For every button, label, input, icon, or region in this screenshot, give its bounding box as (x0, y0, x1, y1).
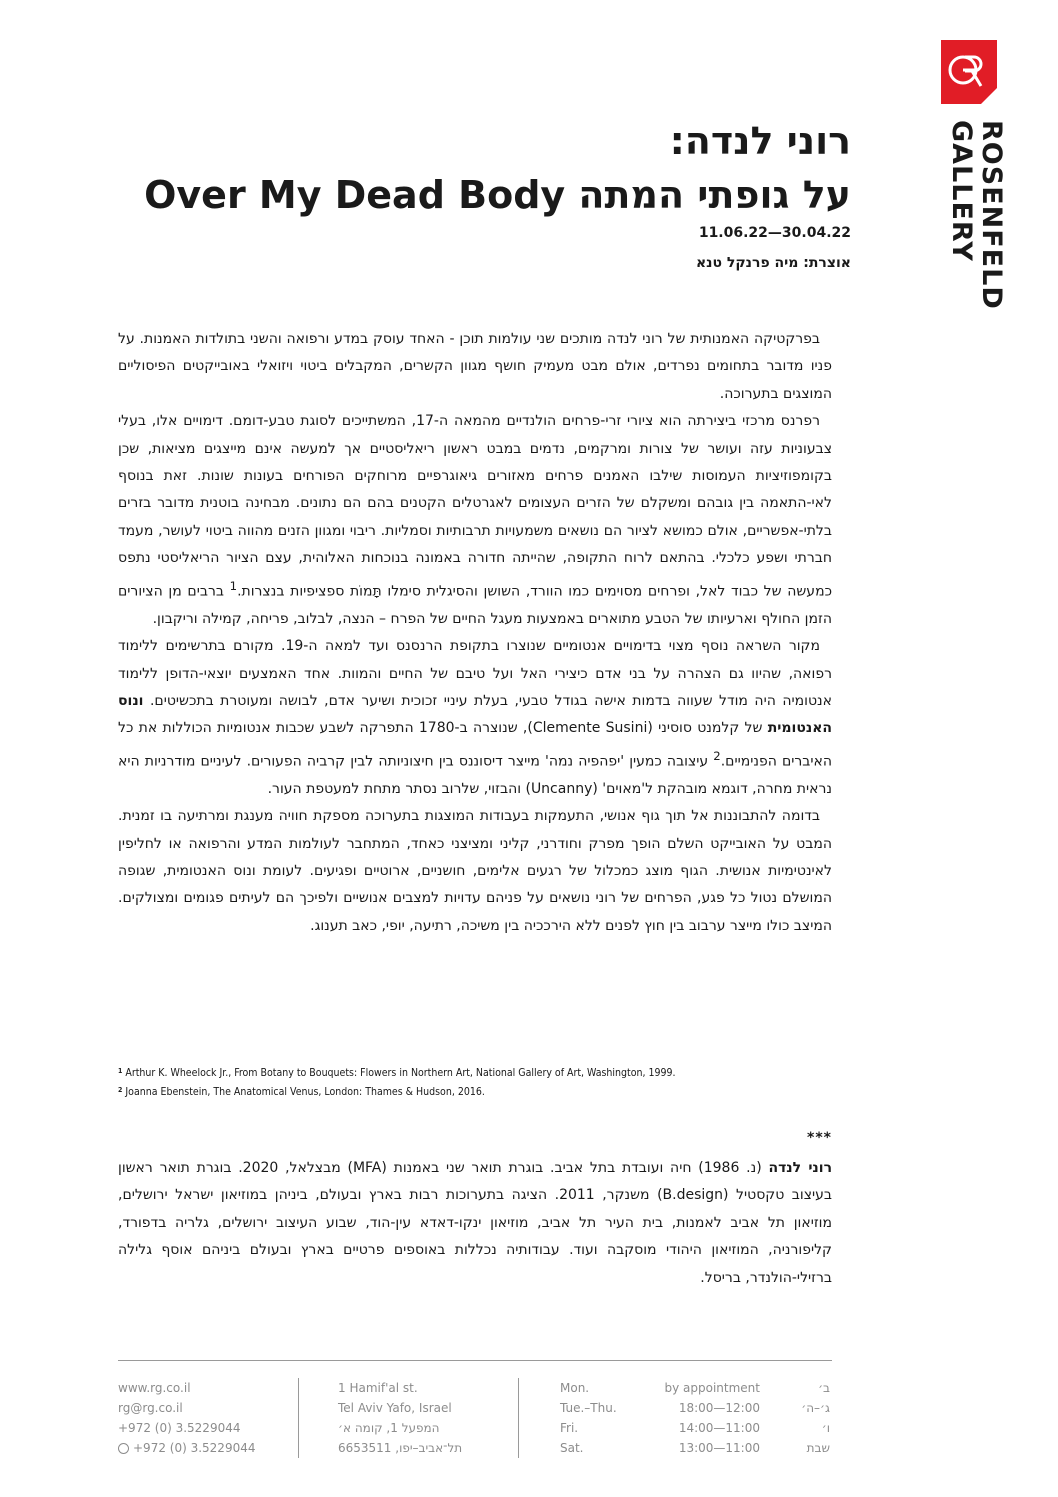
address-he-line1: המפעל 1, קומה א׳ (338, 1421, 440, 1435)
paragraph-3-text-end: עיצובה כמעין 'יפהפיה נמה' מייצר דיסוננס בין חיצוניותה לבין קרביה הפעורים. לעיניים מודרניות היא נראית מחרה, דוגמא מובהקת ל'מאוים' (Uncanny) והבזוי, שלרוב נסתר מתחת למעטפת העור. (118, 753, 832, 797)
exhibition-meta (351, 218, 851, 278)
footer-column-divider (518, 1378, 519, 1458)
paragraph-2 (118, 408, 832, 633)
wordmark-line2: GALLERY (946, 120, 977, 262)
footnote-ref-1: 1 (229, 578, 238, 593)
day-en: Sat. (560, 1441, 584, 1455)
section-separator: *** (807, 1130, 832, 1146)
paragraph-4: בדומה להתבוננות אל תוך גוף אנושי, התעמקות בעבודות המוצגות בתערוכה מספקת חוויה מענגת ומרתיעה בו זמנית. המבט על האובייקט השלם הופך מפרק וחודרני, קליני ומציצני כאחד, המתחבר לעולמות המדע והרפואה או לחליפין לאינטימיות אנושית. הגוף מוצג כמכלול של רגעים אלימים, חושניים, ארוטיים ופגיעים. לעומת ונוס האנטומית, שגופה המושלם נטול כל פגע, הפרחים של רוני נושאים על פניהם עדויות למצבים אנושיים ולפיכך הם לעיתים פגומים ומצולקים. המיצב כולו מייצר ערבוב בין חוץ לפנים ללא הירככיה בין משיכה, רתיעה, יופי, כאב תענוג. (118, 808, 832, 934)
website-link[interactable]: www.rg.co.il (118, 1381, 191, 1395)
email-link[interactable]: rg@rg.co.il (118, 1401, 183, 1415)
paragraph-3-text-mid: של קלמנט סוסיני (Clemente Susini), שנוצרה ב-1780 התפרקה לשבע שכבות אנטומיות הכוללות את כל האיברים הפנימיים. (118, 720, 833, 770)
day-he: ו׳ (821, 1421, 830, 1435)
artist-bio-text: (נ. 1986) חיה ועובדת בתל אביב. בוגרת תואר שני באמנות (MFA) מבצלאל, 2020. בוגרת תואר ראשון בעיצוב טקסטיל (B.design) משנקר, 2011. הציגה בתערוכות רבות בארץ ובעולם, ביניהן במוזיאון ישראל ירושלים, מוזיאון תל אביב לאמנות, בית העיר תל אביב, מוזיאון ינקו-דאדא עין-הוד, שבוע העיצוב ירושלים, גלריה בדפורד, קליפורניה, המוזיאון היהודי מוסקבה ועוד. עבודותיה נכללות באוספים פרטיים בארץ ובעולם ביניהם אוסף גלילה ברזילי-הולנדר, בריסל. (118, 1160, 833, 1286)
footer-contact (118, 1378, 288, 1458)
address-en-line1: 1 Hamif'al st. (338, 1381, 418, 1395)
gallery-logo-mark (941, 40, 997, 104)
footnote-1-number: 1 (118, 1067, 123, 1075)
day-he: שבת (806, 1441, 830, 1455)
day-en: Tue.–Thu. (560, 1401, 617, 1415)
day-en: Fri. (560, 1421, 579, 1435)
footnotes (118, 1063, 832, 1101)
paragraph-1: בפרקטיקה האמנותית של רוני לנדה מותכים שני עולמות תוכן - האחד עוסק במדע ורפואה והשני בתולדות האמנות. על פניו מדובר בתחומים נפרדים, אולם מבט מעמיק חושף מגוון הקשרים, המקבלים ביטוי ויזואלי באובייקטים הפיסוליים המוצגים בתערוכה. (118, 331, 832, 402)
day-he: ג׳–ה׳ (801, 1401, 830, 1415)
footnote-2-text: Joanna Ebenstein, The Anatomical Venus, London: Thames & Hudson, 2016. (125, 1086, 485, 1098)
opening-days-en (560, 1378, 630, 1458)
hours-value: 14:00—11:00 (678, 1421, 760, 1435)
exhibition-text (118, 326, 832, 940)
paragraph-2-text: רפרנס מרכזי ביצירתה הוא ציורי זרי-פרחים הולנדיים מהמאה ה-17, המשתייכים לסוגת טבע-דומם. דימויים אלו, בעלי צבעוניות עזה ועושר של צורות ומרקמים, נדמים במבט ראשון ריאליסטיים אך למעשה אינם מייצגים מציאות, שכן בקומפוזיציות העמוסות שילבו האמנים פרחים מאזורים גיאוגרפיים מרוחקים הפורחים בעונות שונות. זאת בנוסף לאי-התאמה בין גובהם ומשקלם של הזרים העצומים לאגרטלים הקטנים בהם הם נתונים. מבחינה בוטנית מדובר בזרים בלתי-אפשריים, אולם כמושא לציור הם נושאים משמעויות תרבותיות וסמליות. ריבוי ומגוון הזנים מהווה ביטוי לעושר, מעמד חברתי ושפע כלכלי. בהתאם לרוח התקופה, שהייתה חדורה באמונה בנוכחות האלוהית, עצם הציור הריאליסטי נתפס כמעשה של כבוד לאל, ופרחים מסוימים כמו הוורד, השושן והסיגלית סימלו תָּמוֹת ספציפיות בנצרות. (118, 413, 832, 600)
exhibition-dates: 11.06.22—30.04.22 (698, 225, 851, 241)
whatsapp-number[interactable] (118, 1438, 288, 1458)
hours-value: 13:00—11:00 (678, 1441, 760, 1455)
footer-column-divider (298, 1378, 299, 1458)
phone-number[interactable]: +972 (0) 3.5229044 (118, 1421, 241, 1435)
address-en-line2: Tel Aviv Yafo, Israel (338, 1401, 452, 1415)
paragraph-3 (118, 633, 832, 803)
day-en: Mon. (560, 1381, 590, 1395)
whatsapp-icon (118, 1443, 129, 1454)
opening-days-he (770, 1378, 830, 1458)
whatsapp-number-text: +972 (0) 3.5229044 (133, 1441, 256, 1455)
footnote-1 (118, 1063, 832, 1082)
footer-divider (118, 1360, 832, 1361)
footnote-1-text: Arthur K. Wheelock Jr., From Botany to Bouquets: Flowers in Northern Art, National Gallery of Art, Washington, 1999. (125, 1067, 676, 1079)
artist-name: רוני לנדה (768, 1160, 833, 1176)
hours-value: 18:00—12:00 (678, 1401, 760, 1415)
footnote-ref-2: 2 (713, 748, 721, 763)
day-he: ב׳ (818, 1381, 830, 1395)
gallery-wordmark (936, 120, 1006, 330)
wordmark-line1: ROSENFELD (976, 120, 1007, 310)
opening-hours (640, 1378, 760, 1458)
footnote-2 (118, 1082, 832, 1101)
footnote-2-number: 2 (118, 1086, 123, 1094)
paragraph-2-text-end: ברבים מן הציורים הזמן החולף וארעיותו של הטבע מתוארים באמצעות מעגל החיים של הפרח – הנצה, לבלוב, פריחה, קמילה וריקבון. (118, 583, 832, 627)
hours-value: by appointment (664, 1381, 760, 1395)
footer-address (338, 1378, 478, 1458)
title-line1: רוני לנדה: (669, 119, 851, 163)
exhibition-title (131, 114, 851, 222)
address-he-line2: תל־אביב–יפו, 6653511 (338, 1441, 463, 1455)
title-line2: על גופתי המתה Over My Dead Body (144, 173, 851, 217)
curator-credit: אוצרת: מיה פרנקל טנא (695, 255, 851, 271)
artist-bio (118, 1155, 832, 1292)
paragraph-3-text: מקור השראה נוסף מצוי בדימויים אנטומיים שנוצרו בתקופת הרנסנס ועד למאה ה-19. מקורם בתרשימים ללימוד רפואה, שהיוו גם הצהרה על בני אדם כיצירי האל ועל טיבם של החיים והמוות. אחד האמצעים יוצאי-הדופן ללימוד אנטומיה היה מודל שעווה בדמות אישה בגודל טבעי, בעלת עיניי זכוכית ושיער אדם, לבושה ומעוטרת בתכשיטים. (118, 638, 832, 709)
anatomical-venus-title: ונוס האנטומית (118, 692, 833, 737)
